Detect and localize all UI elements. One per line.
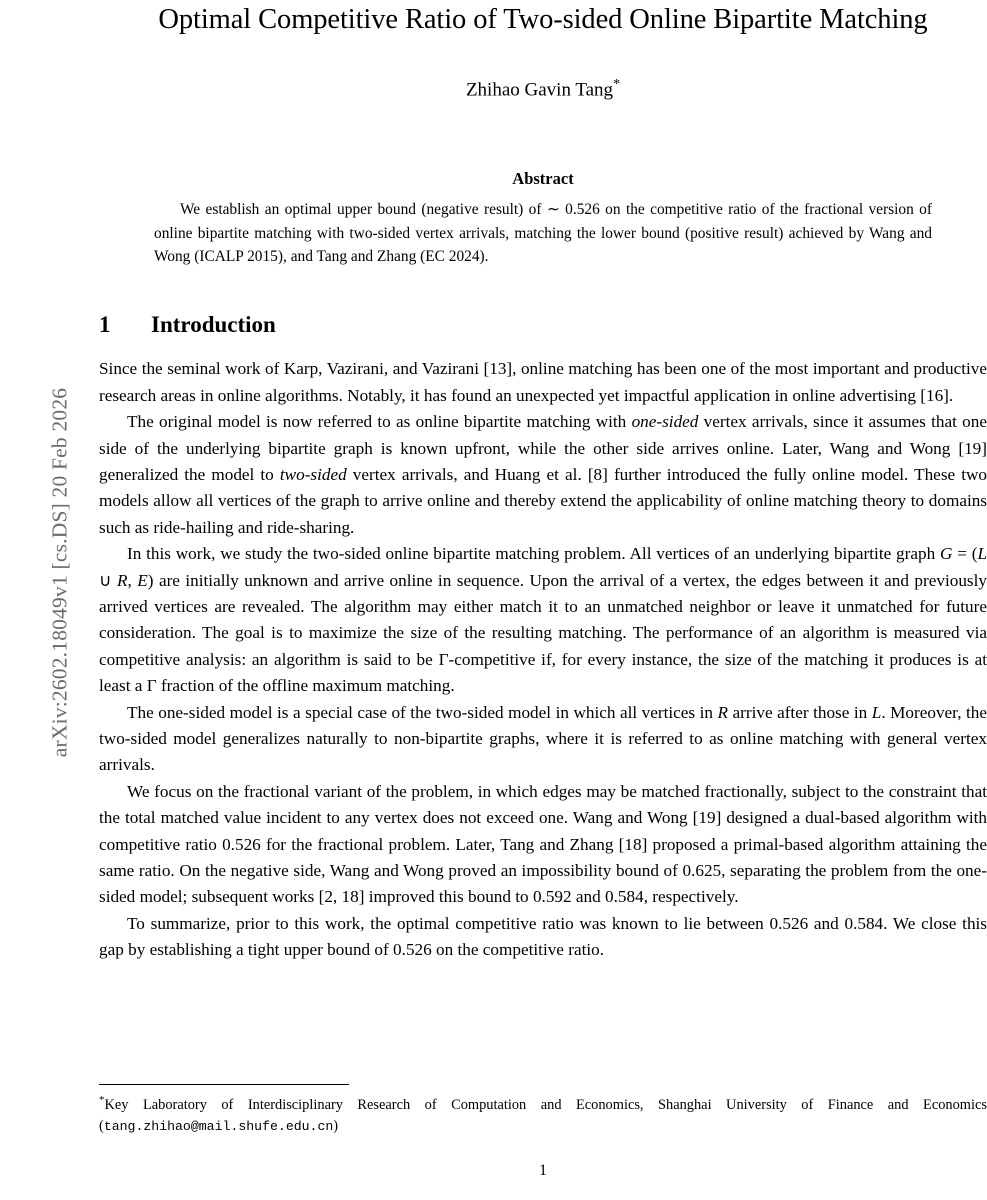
abstract-text: We establish an optimal upper bound (negative result) of ∼ 0.526 on the competitive ratio of the fractional version of online bipartite matching with two-sided vertex arrivals, matching the lower bound (positive result) achieved by Wang and Wong (ICALP 2015), and Tang and Zhang (EC 2024).: [154, 201, 932, 265]
paragraph-5: We focus on the fractional variant of the problem, in which edges may be matched fractionally, subject to the constraint that the total matched value incident to any vertex does not exceed one. Wang and Wong [19] designed a dual-based algorithm with competitive ratio 0.526 for the fractional problem. Later, Tang and Zhang [18] proposed a primal-based algorithm attaining the same ratio. On the negative side, Wang and Wong proved an impossibility bound of 0.625, separating the problem from the one-sided model; subsequent works [2, 18] improved this bound to 0.592 and 0.584, respectively.: [99, 781, 987, 907]
section-title: Introduction: [151, 312, 276, 338]
abstract-heading: Abstract: [512, 169, 574, 189]
body-text: [99, 356, 987, 963]
paragraph-4: The one-sided model is a special case of the two-sided model in which all vertices in R arrive after those in L. Moreover, the two-sided model generalizes naturally to non-bipartite graphs, where it is referred to as online matching with general vertex arrivals.: [99, 702, 987, 775]
arxiv-stamp-text: arXiv:2602.18049v1 [cs.DS] 20 Feb 2026: [47, 387, 72, 758]
footnote-rule: [99, 1084, 349, 1085]
footnote: [99, 1092, 987, 1138]
author-name: Zhihao Gavin Tang: [465, 79, 614, 101]
section-number: 1: [99, 312, 111, 338]
footnote-marker: *: [99, 1094, 105, 1106]
footnote-email[interactable]: tang.zhihao@mail.shufe.edu.cn: [103, 1119, 334, 1135]
footnote-affiliation: Key Laboratory of Interdisciplinary Research of Computation and Economics, Shanghai University of Finance and Economics (: [99, 1096, 987, 1135]
author-footnote-marker: *: [613, 76, 621, 92]
arxiv-stamp: [0, 0, 72, 1200]
paragraph-2: The original model is now referred to as online bipartite matching with one-sided vertex arrivals, since it assumes that one side of the underlying bipartite graph is known upfront, while the other side arrives online. Later, Wang and Wong [19] generalized the model to two-sided vertex arrivals, and Huang et al. [8] further introduced the fully online model. These two models allow all vertices of the graph to arrive online and thereby extend the applicability of online matching theory to domains such as ride-hailing and ride-sharing.: [99, 412, 987, 537]
paragraph-3: In this work, we study the two-sided online bipartite matching problem. All vertices of an underlying bipartite graph G = (L ∪ R, E) are initially unknown and arrive online in sequence. Upon the arrival of a vertex, the edges between it and previously arrived vertices are revealed. The algorithm may either match it to an unmatched neighbor or leave it unmatched for future consideration. The goal is to maximize the size of the resulting matching. The performance of an algorithm is measured via competitive analysis: an algorithm is said to be Γ-competitive if, for every instance, the size of the matching it produces is at least a Γ fraction of the offline maximum matching.: [99, 544, 987, 696]
section-heading: [99, 312, 987, 338]
page-title: Optimal Competitive Ratio of Two-sided Online Bipartite Matching: [158, 4, 928, 35]
paper-page: [99, 0, 987, 1200]
page-number: 1: [539, 1162, 547, 1179]
paragraph-6: To summarize, prior to this work, the optimal competitive ratio was known to lie between 0.526 and 0.584. We close this gap by establishing a tight upper bound of 0.526 on the competitive ratio.: [99, 913, 987, 960]
author-line: [99, 77, 987, 101]
abstract-block: [99, 169, 987, 268]
paragraph-1: Since the seminal work of Karp, Vazirani, and Vazirani [13], online matching has been one of the most important and productive research areas in online algorithms. Notably, it has found an unexpected yet impactful application in online advertising [16].: [99, 359, 987, 405]
footnote-tail: ): [333, 1118, 339, 1135]
